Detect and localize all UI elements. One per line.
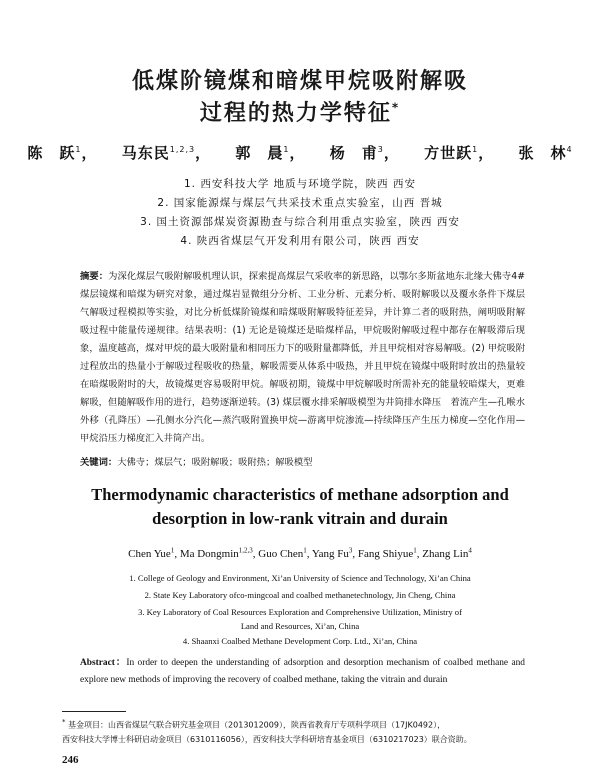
footnote-star: * xyxy=(62,718,66,726)
author-cn-sup: 3 xyxy=(377,145,384,154)
footnote-line-1-text: 基金项目：山西省煤层气联合研究基金项目（2013012009），陕西省教育厅专项科学项目（17JK0492）， xyxy=(68,720,446,730)
author-cn: 马东民$^{1,2,3}$， xyxy=(121,144,212,162)
author-cn-name: 杨 甫 xyxy=(329,144,378,162)
author-cn-name: 方世跃 xyxy=(424,144,473,162)
authors-en xyxy=(0,546,600,560)
author-cn: 方世跃$^1$， xyxy=(424,144,495,162)
authors-cn xyxy=(0,142,600,163)
affiliation-cn: 3. 国土资源部煤炭资源勘查与综合利用重点实验室，陕西 西安 xyxy=(140,216,460,228)
page-number: 246 xyxy=(62,754,79,766)
author-en-name: Zhang Lin xyxy=(422,547,469,560)
author-en-sup: 1 xyxy=(303,546,307,554)
author-en xyxy=(422,548,472,560)
author-en: Ma Dongmin$^{1,2,3}$, xyxy=(179,546,256,560)
title-cn-line-1: 低煤阶镜煤和暗煤甲烷吸附解吸 xyxy=(131,69,468,94)
affiliation-cn: 2. 国家能源煤与煤层气共采技术重点实验室，山西 晋城 xyxy=(157,197,443,209)
title-cn-line-2-text: 过程的热力学特征 xyxy=(199,101,392,126)
author-cn: 郭 晨$^1$， xyxy=(235,144,306,162)
author-en: Chen Yue$^1$, xyxy=(128,546,178,560)
author-cn-name: 马东民 xyxy=(121,144,170,162)
author-en: Guo Chen$^1$, xyxy=(258,546,310,560)
footnote-line-2: 西安科技大学博士科研启动金项目（6310116056），西安科技大学科研培育基金项目（6310217023）联合资助。 xyxy=(62,734,472,744)
title-en-line-2: desorption in low-rank vitrain and durain xyxy=(152,509,448,528)
author-cn-sup: 1 xyxy=(75,145,82,154)
affiliation-en: 3. Key Laboratory of Coal Resources Exploration and Comprehensive Utilization, Ministry of xyxy=(138,607,462,617)
author-cn-sup: 1,2,3 xyxy=(169,145,196,154)
author-cn-sup: 1 xyxy=(283,145,290,154)
author-en-sup: 1 xyxy=(413,546,417,554)
author-en-sup: 1,2,3 xyxy=(238,546,253,554)
footnote-divider xyxy=(62,711,126,712)
author-en-name: Fang Shiyue xyxy=(357,547,414,560)
author-en-name: Chen Yue xyxy=(128,547,171,560)
author-en-name: Ma Dongmin xyxy=(179,547,239,560)
keywords-cn-text: 大佛寺；煤层气；吸附解吸；吸附热；解吸模型 xyxy=(117,457,313,468)
author-en-sup: 3 xyxy=(348,546,353,554)
title-cn-line-2 xyxy=(0,96,600,127)
author-cn: 陈 跃$^1$， xyxy=(27,144,98,162)
affiliation-cn: 4. 陕西省煤层气开发利用有限公司，陕西 西安 xyxy=(180,235,420,247)
footnote xyxy=(62,715,542,747)
author-en-sup: 4 xyxy=(468,546,472,554)
title-en-line-1: Thermodynamic characteristics of methane adsorption and xyxy=(91,485,509,504)
affiliation-en: 4. Shaanxi Coalbed Methane Development Corp. Ltd., Xi’an, China xyxy=(182,636,418,646)
author-en: Fang Shiyue$^1$, xyxy=(357,546,420,560)
affiliation-en: 1. College of Geology and Environment, Xi’an University of Science and Technology, Xi’an China xyxy=(129,573,471,583)
author-cn-name: 郭 晨 xyxy=(235,144,284,162)
author-cn-sup: 4 xyxy=(566,145,573,154)
keywords-cn xyxy=(80,454,525,468)
keywords-cn-label: 关键词： xyxy=(80,457,118,468)
author-cn xyxy=(518,144,572,162)
affiliation-cn: 1. 西安科技大学 地质与环境学院，陕西 西安 xyxy=(183,178,417,190)
author-cn-name: 张 林 xyxy=(518,144,567,162)
abstract-cn-label: 摘要： xyxy=(80,271,109,282)
author-cn-name: 陈 跃 xyxy=(27,144,76,162)
author-en: Yang Fu$^3$, xyxy=(311,546,356,560)
author-cn-sup: 1 xyxy=(472,145,479,154)
affiliation-en: Land and Resources, Xi’an, China xyxy=(240,621,360,631)
abstract-en xyxy=(80,655,525,689)
abstract-cn xyxy=(80,268,525,448)
author-en-name: Yang Fu xyxy=(311,547,349,560)
abstract-en-text: In order to deepen the understanding of adsorption and desorption mechanism of coalbed methane and explore new methods of improving the recovery of coalbed methane, taking the vitrain and durain xyxy=(80,658,525,685)
abstract-cn-text: 为深化煤层气吸附解吸机理认识，探索提高煤层气采收率的新思路，以鄂尔多斯盆地东北缘大佛寺4#煤层镜煤和暗煤为研究对象，通过煤岩显微组分分析、工业分析、元素分析、吸附解吸以及覆水条件下煤层气解吸过程模拟等实验，对比分析低煤阶镜煤和暗煤吸附解吸特征差异，并计算二者的吸附热，阐明吸附解吸过程中能量传递规律。结果表明：(1) 无论是镜煤还是暗煤样品，甲烷吸附解吸过程中都存在解吸滞后现象，温度越高，煤对甲烷的最大吸附量和相同压力下的吸附量都降低，并且甲烷相对容易解吸。(2) 甲烷吸附过程放出的热量小于解吸过程吸收的热量，解吸需要从体系中吸热，并且甲烷在镜煤中吸附时放出的热量较在暗煤吸附时的大，故镜煤更容易吸附甲烷。解吸初期，镜煤中甲烷解吸时所需补充的能量较暗煤大，更难解吸，但随解吸作用的进行，趋势逐渐逆转。(3) 煤层覆水排采解吸模型为井筒排水降压 着流产生—孔喉水外移（孔降压）—孔侧水分汽化—蒸汽吸附置换甲烷—游离甲烷渗流—持续降压产生压力梯度—空化作用—甲烷沿压力梯度汇入井筒产出。 xyxy=(80,271,525,444)
abstract-en-label: Abstract： xyxy=(80,658,127,668)
affiliation-en: 2. State Key Laboratory ofco-mingcoal and coalbed methanetechnology, Jin Cheng, China xyxy=(144,590,456,600)
author-en-name: Guo Chen xyxy=(258,547,304,560)
footnote-line-1 xyxy=(62,715,542,733)
author-en-sup: 1 xyxy=(170,546,175,554)
title-footnote-star: * xyxy=(391,100,401,115)
author-cn: 杨 甫$^3$， xyxy=(329,144,400,162)
